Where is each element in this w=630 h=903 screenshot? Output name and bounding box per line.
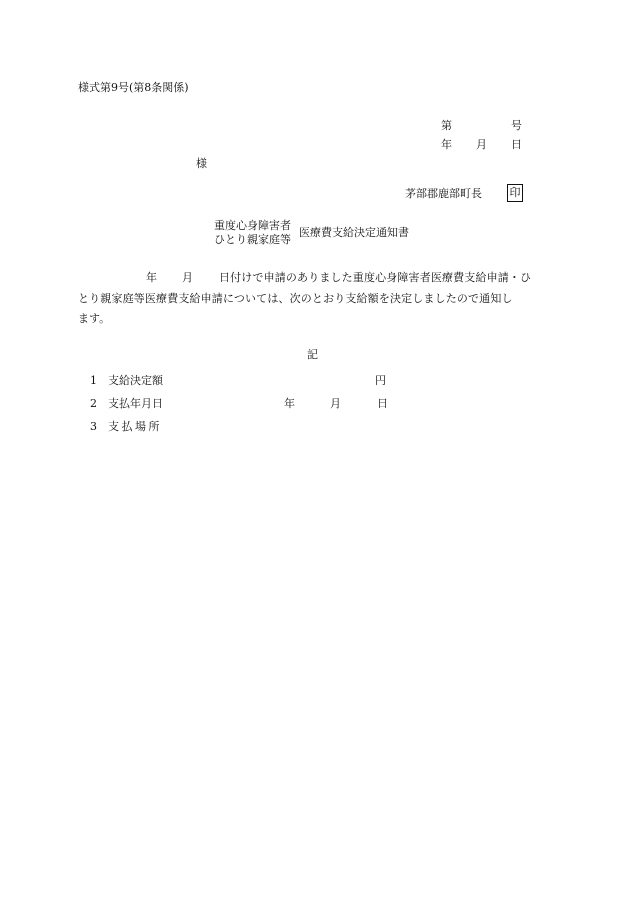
item-unit-yen: 円 (375, 374, 386, 387)
item-number: 1 (90, 374, 97, 387)
document-title: 医療費支給決定通知書 (299, 226, 409, 239)
body-line-1-text: 日付けで申請のありました重度心身障害者医療費支給申請・ひ (219, 271, 532, 284)
issuer-name: 茅部郡鹿部町長 (405, 187, 482, 200)
form-label: 様式第9号(第8条関係) (78, 81, 189, 94)
ki-heading: 記 (307, 348, 318, 361)
item-number: 3 (90, 420, 97, 433)
body-month-label: 月 (182, 271, 194, 284)
date-year-label: 年 (441, 138, 452, 151)
body-year-label: 年 (146, 271, 158, 284)
item-month-label: 月 (330, 397, 341, 410)
document-number-prefix: 第 (441, 119, 452, 132)
item-label-payment-place: 支払場所 (108, 420, 162, 433)
date-day-label: 日 (511, 138, 522, 151)
body-line-2: とり親家庭等医療費支給申請については、次のとおり支給額を決定しましたので通知し (78, 292, 513, 305)
title-line-2: ひとり親家庭等 (214, 233, 291, 246)
title-line-1: 重度心身障害者 (214, 219, 291, 232)
item-day-label: 日 (377, 397, 388, 410)
document-number-suffix: 号 (511, 119, 522, 132)
item-label-payment-date: 支払年月日 (108, 397, 163, 410)
seal-stamp: 印 (507, 184, 523, 202)
item-number: 2 (90, 397, 97, 410)
item-year-label: 年 (284, 397, 295, 410)
item-label-payment-amount: 支給決定額 (108, 374, 163, 387)
recipient-honorific: 様 (196, 157, 207, 170)
date-month-label: 月 (476, 138, 487, 151)
body-line-3: ます。 (78, 312, 111, 325)
